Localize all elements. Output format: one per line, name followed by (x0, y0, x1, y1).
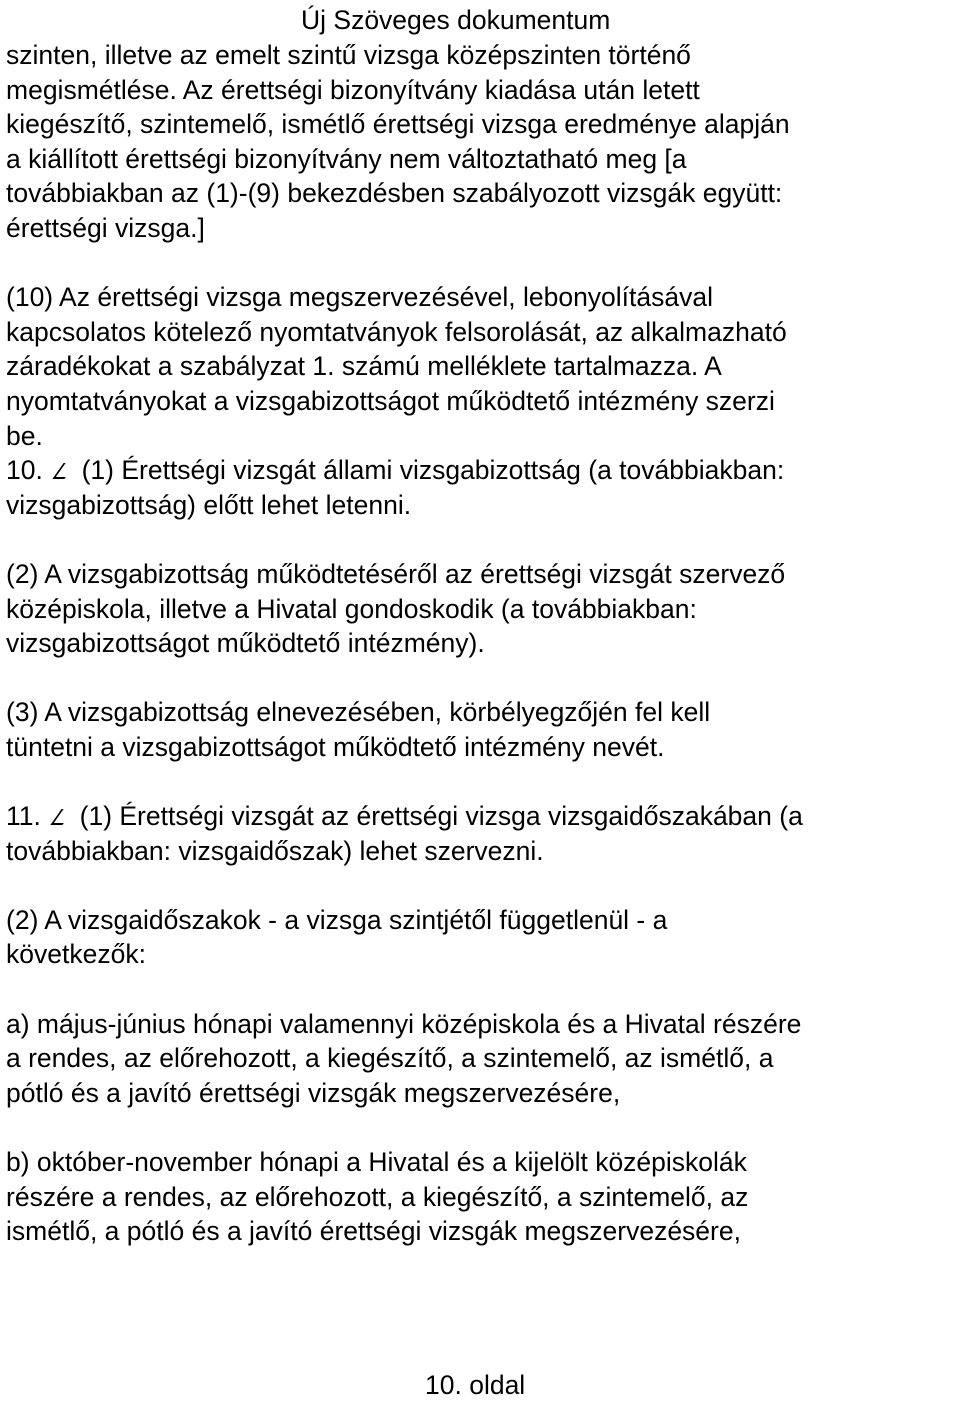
text-line: következők: (6, 939, 146, 970)
text-line: a rendes, az előrehozott, a kiegészítő, a szintemelő, az ismétlő, a (6, 1043, 774, 1074)
paragraph-gap (6, 522, 958, 557)
text-line: kiegészítő, szintemelő, ismétlő érettségi vizsga eredménye alapján (6, 109, 790, 140)
paragraph-exam-repeat (6, 38, 958, 246)
text-line: vizsgabizottság) előtt lehet letenni. (6, 489, 412, 520)
text-line: tüntetni a vizsgabizottságot működtető intézmény nevét. (6, 731, 665, 762)
text-line: (10) Az érettségi vizsga megszervezésével, lebonyolításával (6, 282, 714, 313)
text-line: továbbiakban az (1)-(9) bekezdésben szabályozott vizsgák együtt: (6, 178, 783, 209)
text-line: továbbiakban: vizsgaidőszak) lehet szervezni. (6, 835, 544, 866)
text-line: ismétlő, a pótló és a javító érettségi vizsgák megszervezésére, (6, 1216, 741, 1247)
paragraph-gap (6, 246, 958, 281)
text-line: (2) A vizsgabizottság működtetéséről az érettségi vizsgát szervező (6, 558, 786, 589)
text-line: záradékokat a szabályzat 1. számú melléklete tartalmazza. A (6, 351, 722, 382)
section-text: (1) Érettségi vizsgát az érettségi vizsga vizsgaidőszakában (a (79, 801, 803, 832)
text-line: megismétlése. Az érettségi bizonyítvány kiadása után letett (6, 74, 700, 105)
list-item-b (6, 1145, 958, 1249)
text-line: a) május-június hónapi valamennyi középiskola és a Hivatal részére (6, 1008, 802, 1039)
text-line (6, 799, 958, 834)
text-line: középiskola, illetve a Hivatal gondoskodik (a továbbiakban: (6, 593, 697, 624)
list-item-a (6, 1007, 958, 1111)
text-line: (2) A vizsgaidőszakok - a vizsga szintjétől függetlenül - a (6, 904, 668, 935)
paragraph-periods (6, 903, 958, 972)
section-text: (1) Érettségi vizsgát állami vizsgabizottság (a továbbiakban: (81, 455, 785, 486)
paragraph-naming (6, 695, 958, 764)
document-title: Új Szöveges dokumentum (301, 5, 611, 35)
text-line: a kiállított érettségi bizonyítvány nem változtatható meg [a (6, 143, 687, 174)
text-line: kapcsolatos kötelező nyomtatványok felsorolását, az alkalmazható (6, 316, 787, 347)
text-line: szinten, illetve az emelt szintű vizsga középszinten történő (6, 40, 691, 70)
text-line: b) október-november hónapi a Hivatal és a kijelölt középiskolák (6, 1147, 747, 1177)
return-arrow-icon (50, 461, 74, 481)
paragraph-gap (6, 764, 958, 799)
text-line: (3) A vizsgabizottság elnevezésében, körbélyegzőjén fel kell (6, 697, 711, 728)
page-number: 10. oldal (425, 1370, 526, 1400)
text-line (6, 453, 958, 488)
text-line: érettségi vizsga.] (6, 212, 205, 243)
paragraph-operation (6, 557, 958, 661)
section-number: 11. (6, 801, 41, 832)
text-line: részére a rendes, az előrehozott, a kiegészítő, a szintemelő, az (6, 1181, 749, 1212)
section-10 (6, 453, 958, 522)
paragraph-gap (6, 972, 958, 1007)
section-number: 10. (6, 455, 43, 486)
document-body (6, 38, 958, 1249)
paragraph-gap (6, 661, 958, 696)
paragraph-gap (6, 1110, 958, 1145)
text-line: pótló és a javító érettségi vizsgák megszervezésére, (6, 1077, 621, 1108)
text-line: nyomtatványokat a vizsgabizottságot működtető intézmény szerzi (6, 385, 775, 416)
text-line: vizsgabizottságot működtető intézmény). (6, 628, 485, 659)
paragraph-gap (6, 868, 958, 903)
return-arrow-icon (48, 807, 72, 827)
paragraph-forms (6, 280, 958, 453)
section-11 (6, 799, 958, 868)
text-line: be. (6, 420, 43, 451)
